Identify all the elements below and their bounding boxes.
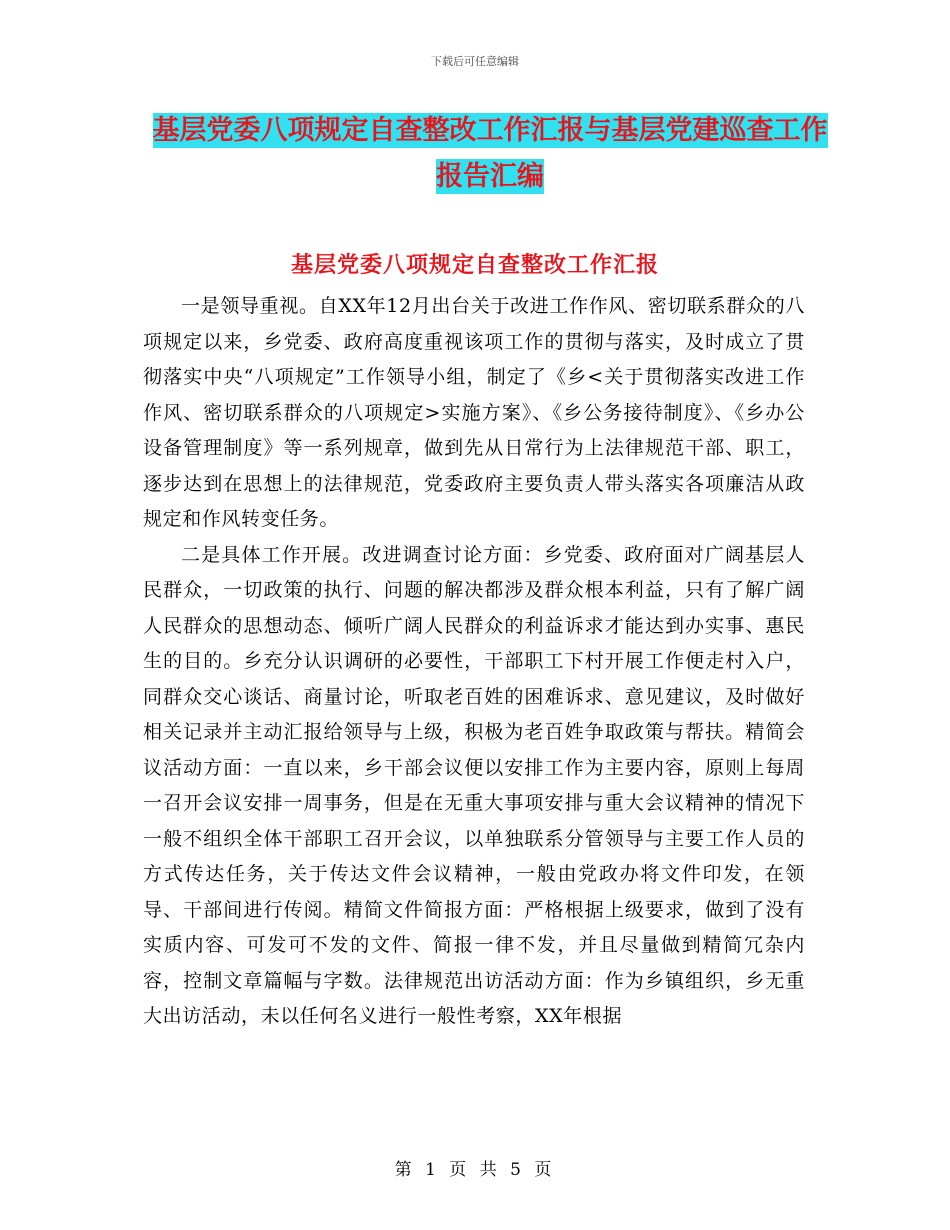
header-note: 下载后可任意编辑 bbox=[431, 55, 519, 68]
paragraph-1: 一是领导重视。自XX年12月出台关于改进工作作风、密切联系群众的八项规定以来，乡党委、政府高度重视该项工作的贯彻与落实，及时成立了贯彻落实中央“八项规定”工作领导小组，制定了《乡<关于贯彻落实改进工作作风、密切联系群众的八项规定>实施方案》、《乡公务接待制度》、《乡办公设备管理制度》等一系列规章，做到先从日常行为上法律规范干部、职工，逐步达到在思想上的法律规范，党委政府主要负责人带头落实各项廉洁从政规定和作风转变任务。 bbox=[143, 295, 805, 530]
document-title bbox=[140, 108, 840, 200]
section-heading: 基层党委八项规定自查整改工作汇报 bbox=[290, 253, 659, 278]
document-title-text: 基层党委八项规定自查整改工作汇报与基层党建巡查工作报告汇编 bbox=[152, 115, 828, 192]
body-text bbox=[143, 289, 805, 1035]
page-number-footer: 第 1 页 共 5 页 bbox=[394, 1160, 556, 1180]
paragraph-2: 二是具体工作开展。改进调查讨论方面：乡党委、政府面对广阔基层人民群众，一切政策的执行、问题的解决都涉及群众根本利益，只有了解广阔人民群众的思想动态、倾听广阔人民群众的利益诉求才能达到办实事、惠民生的目的。乡充分认识调研的必要性，干部职工下村开展工作便走村入户，同群众交心谈话、商量讨论，听取老百姓的困难诉求、意见建议，及时做好相关记录并主动汇报给领导与上级，积极为老百姓争取政策与帮扶。精简会议活动方面：一直以来，乡干部会议便以安排工作为主要内容，原则上每周一召开会议安排一周事务，但是在无重大事项安排与重大会议精神的情况下一般不组织全体干部职工召开会议，以单独联系分管领导与主要工作人员的方式传达任务，关于传达文件会议精神，一般由党政办将文件印发，在领导、干部间进行传阅。精简文件简报方面：严格根据上级要求，做到了没有实质内容、可发可不发的文件、简报一律不发，并且尽量做到精简冗杂内容，控制文章篇幅与字数。法律规范出访活动方面：作为乡镇组织，乡无重大出访活动，未以任何名义进行一般性考察，XX年根据 bbox=[143, 543, 805, 1027]
